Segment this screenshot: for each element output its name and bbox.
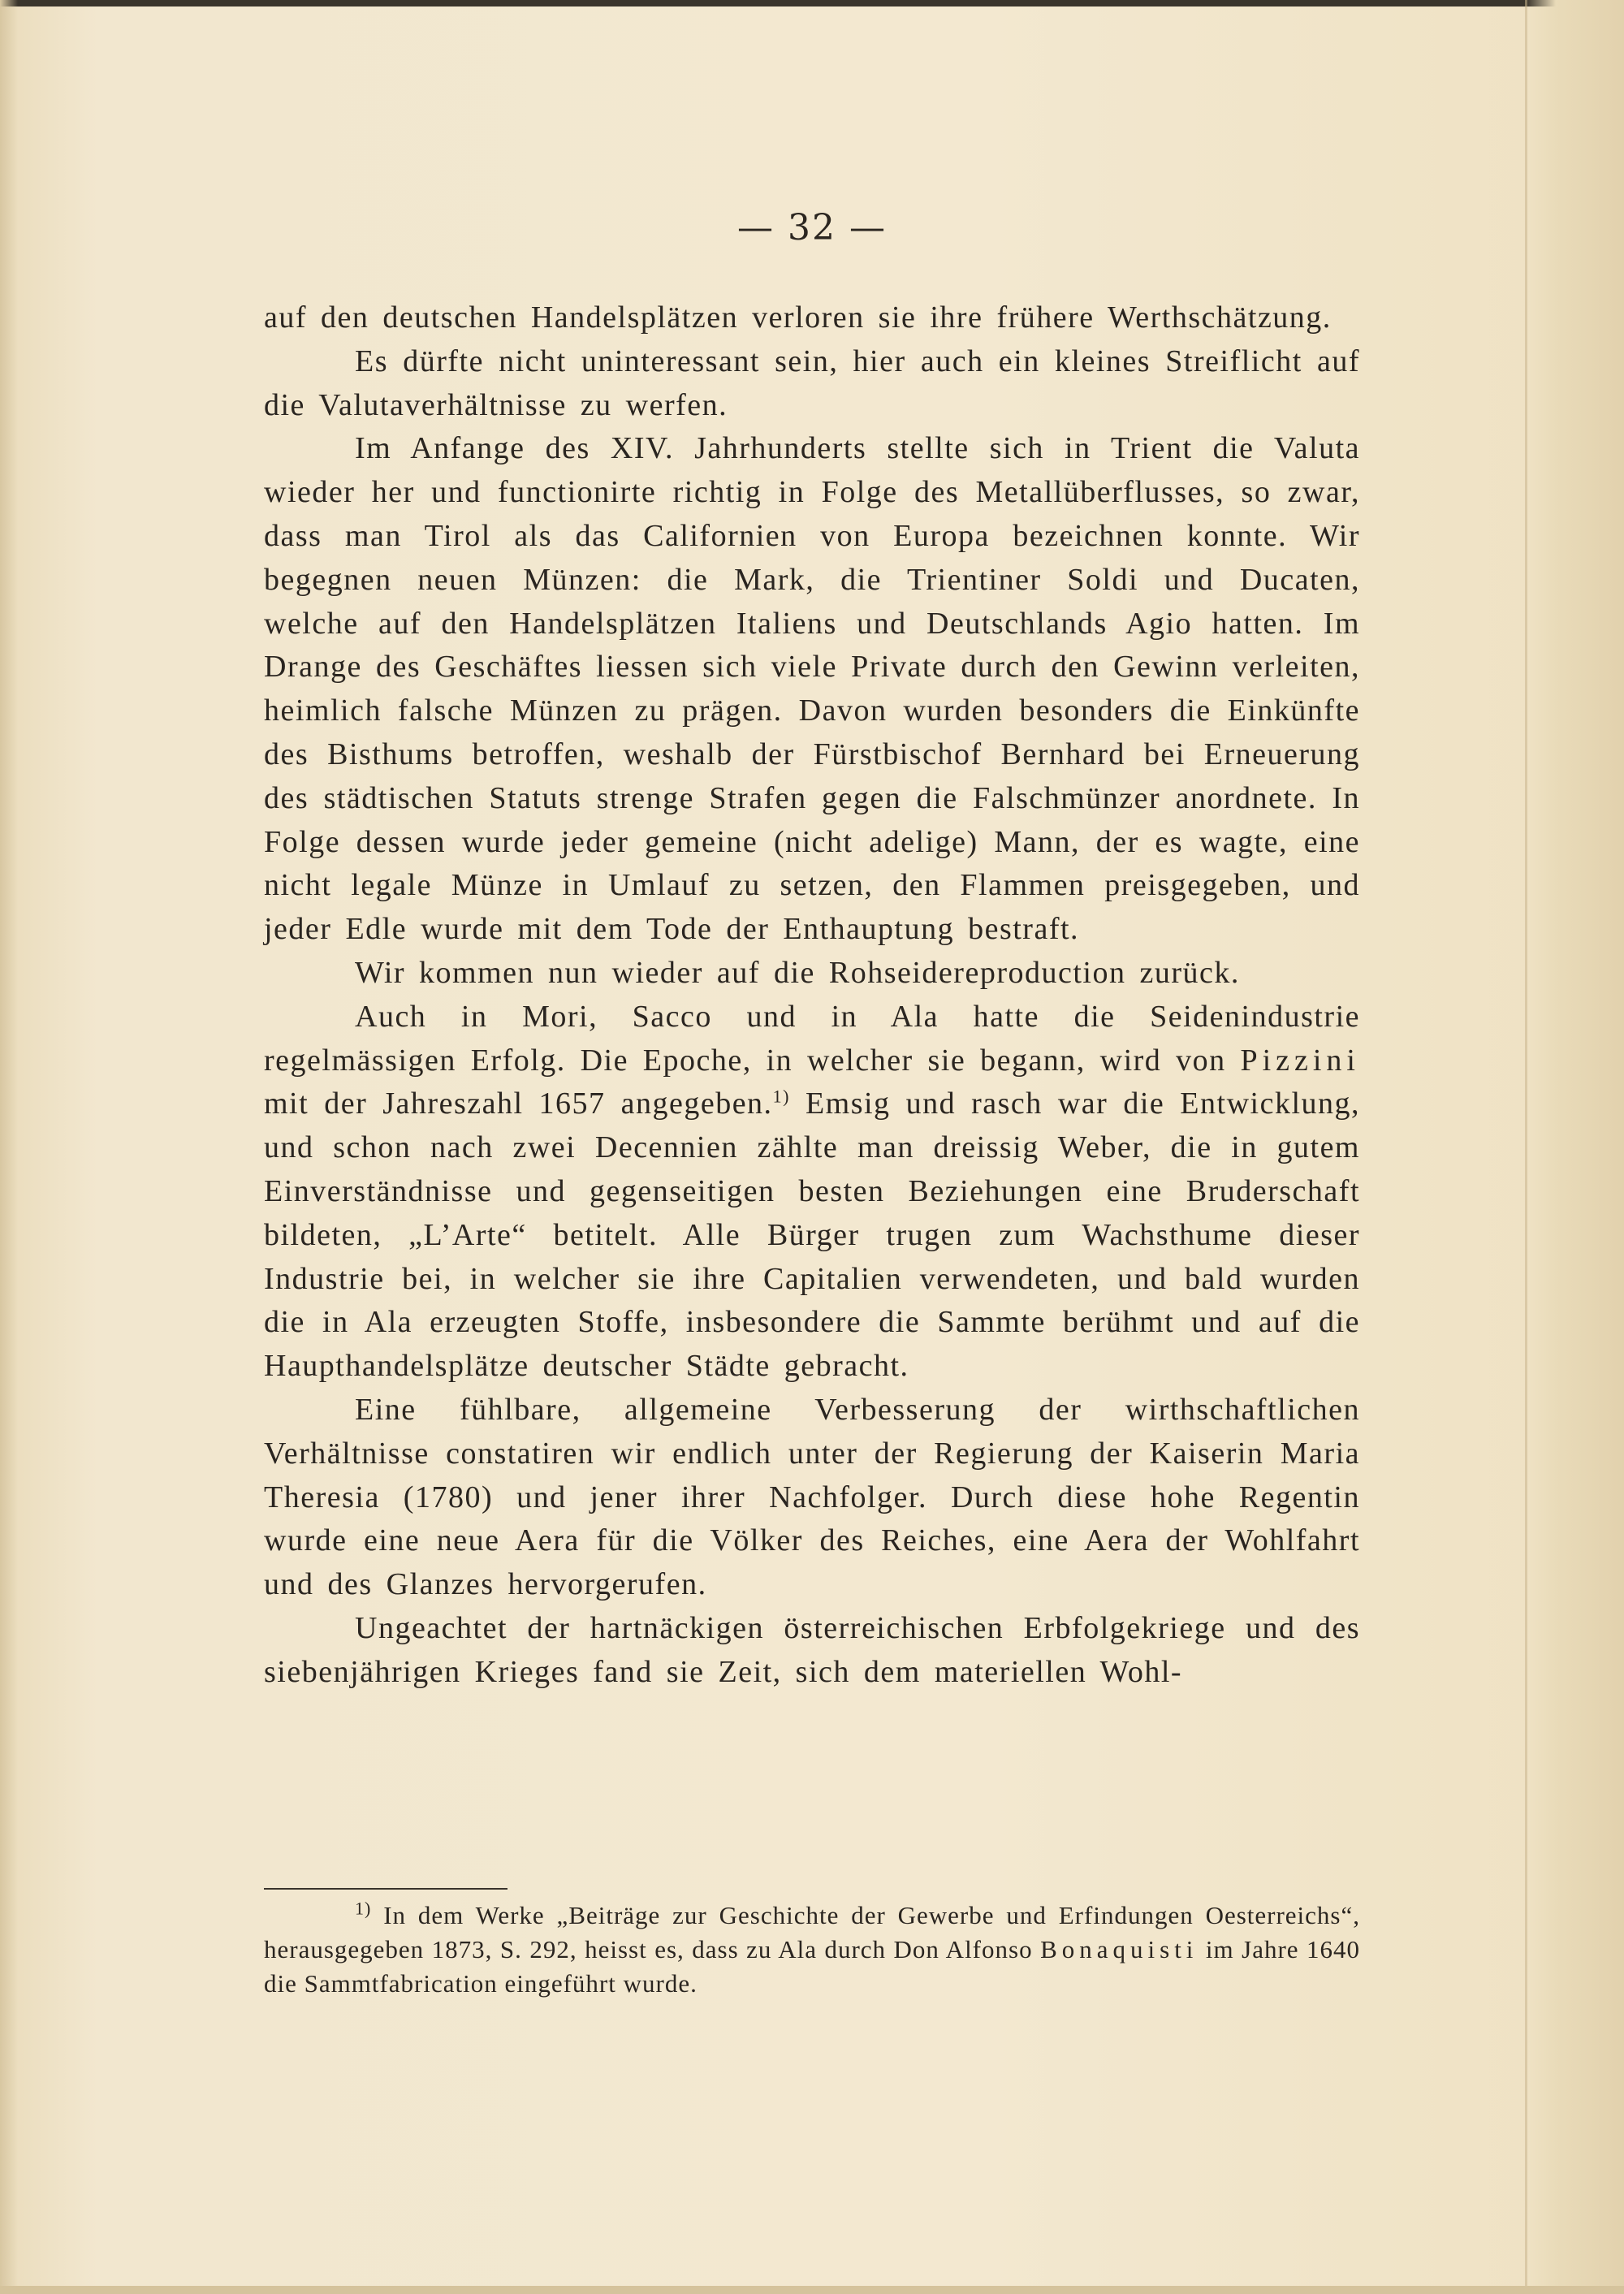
paragraph-4: Wir kommen nun wieder auf die Rohseidereproduction zurück. [355, 955, 1240, 990]
footnote-rule [264, 1888, 508, 1890]
footnote-marker: 1) [355, 1898, 372, 1919]
footnote [264, 1899, 1360, 2001]
footnote-text-b: im Jahre 1640 die Sammtfabrication eingeführt wurde. [264, 1935, 1361, 1998]
footnote-name-bonaquisti: Bonaquisti [1040, 1935, 1199, 1964]
fold-line [1525, 0, 1527, 2294]
paragraph-5-text-a: Auch in Mori, Sacco und in Ala hatte die Seidenindustrie regelmässigen Erfolg. Die Epoche, in welcher sie begann, wird von [264, 999, 1360, 1078]
paragraph-5-text-c: Emsig und rasch war die Entwicklung, und schon nach zwei Decennien zählte man dreissig Weber, die in gutem Einverständnisse und gegenseitigen besten Beziehungen eine Bruderschaft bildeten, „L’Arte“ betitelt. Alle Bürger trugen zum Wachsthume dieser Industrie bei, in welcher sie ihre Capitalien verwendeten, und bald wurden die in Ala erzeugten Stoffe, insbesondere die Sammte berühmt und auf die Haupthandelsplätze deutscher Städte gebracht. [264, 1087, 1360, 1384]
paragraph-2: Es dürfte nicht uninteressant sein, hier auch ein kleines Streiflicht auf die Valutaverhältnisse zu werfen. [264, 343, 1360, 422]
author-name-pizzini: Pizzini [1240, 1043, 1360, 1078]
footnote-text-a: In dem Werke „Beiträge zur Geschichte der Gewerbe und Erfindungen Oesterreichs“, herausgegeben 1873, S. 292, heisst es, dass zu Ala durch Don Alfonso [264, 1901, 1360, 1964]
page-number: — 32 — [737, 207, 887, 248]
paragraph-3: Im Anfange des XIV. Jahrhunderts stellte sich in Trient die Valuta wieder her und functionirte richtig in Folge des Metallüberflusses, so zwar, dass man Tirol als das Californien von Europa bezeichnen konnte. Wir begegnen neuen Münzen: die Mark, die Trientiner Soldi und Ducaten, welche auf den Handelsplätzen Italiens und Deutschlands Agio hatten. Im Drange des Geschäftes liessen sich viele Private durch den Gewinn verleiten, heimlich falsche Münzen zu prägen. Davon wurden besonders die Einkünfte des Bisthums betroffen, weshalb der Fürstbischof Bernhard bei Erneuerung des städtischen Statuts strenge Strafen gegen die Falschmünzer anordnete. In Folge dessen wurde jeder gemeine (nicht adelige) Mann, der es wagte, eine nicht legale Münze in Umlauf zu setzen, den Flammen preisgegeben, und jeder Edle wurde mit dem Tode der Enthauptung bestraft. [264, 431, 1360, 947]
left-shadow [0, 0, 18, 2294]
right-page-fold [1527, 0, 1624, 2294]
paragraph-1: auf den deutschen Handelsplätzen verloren sie ihre frühere Werthschätzung. [264, 300, 1332, 335]
paragraph-6: Eine fühlbare, allgemeine Verbesserung der wirthschaftlichen Verhältnisse constatiren wir endlich unter der Regierung der Kaiserin Maria Theresia (1780) und jener ihrer Nachfolger. Durch diese hohe Regentin wurde eine neue Aera für die Völker des Reiches, eine Aera der Wohlfahrt und des Glanzes hervorgerufen. [264, 1392, 1360, 1602]
body-text [264, 296, 1360, 1695]
footnote-reference: 1) [772, 1086, 790, 1107]
bottom-edge [0, 2286, 1624, 2294]
paragraph-5-text-b: mit der Jahreszahl 1657 angegeben. [264, 1087, 773, 1121]
paragraph-5 [264, 996, 1360, 1389]
paragraph-7: Ungeachtet der hartnäckigen österreichischen Erbfolgekriege und des siebenjährigen Krieges fand sie Zeit, sich dem materiellen Wohl- [264, 1610, 1360, 1689]
top-edge [0, 0, 1624, 6]
footnote-text [264, 1899, 1360, 2001]
